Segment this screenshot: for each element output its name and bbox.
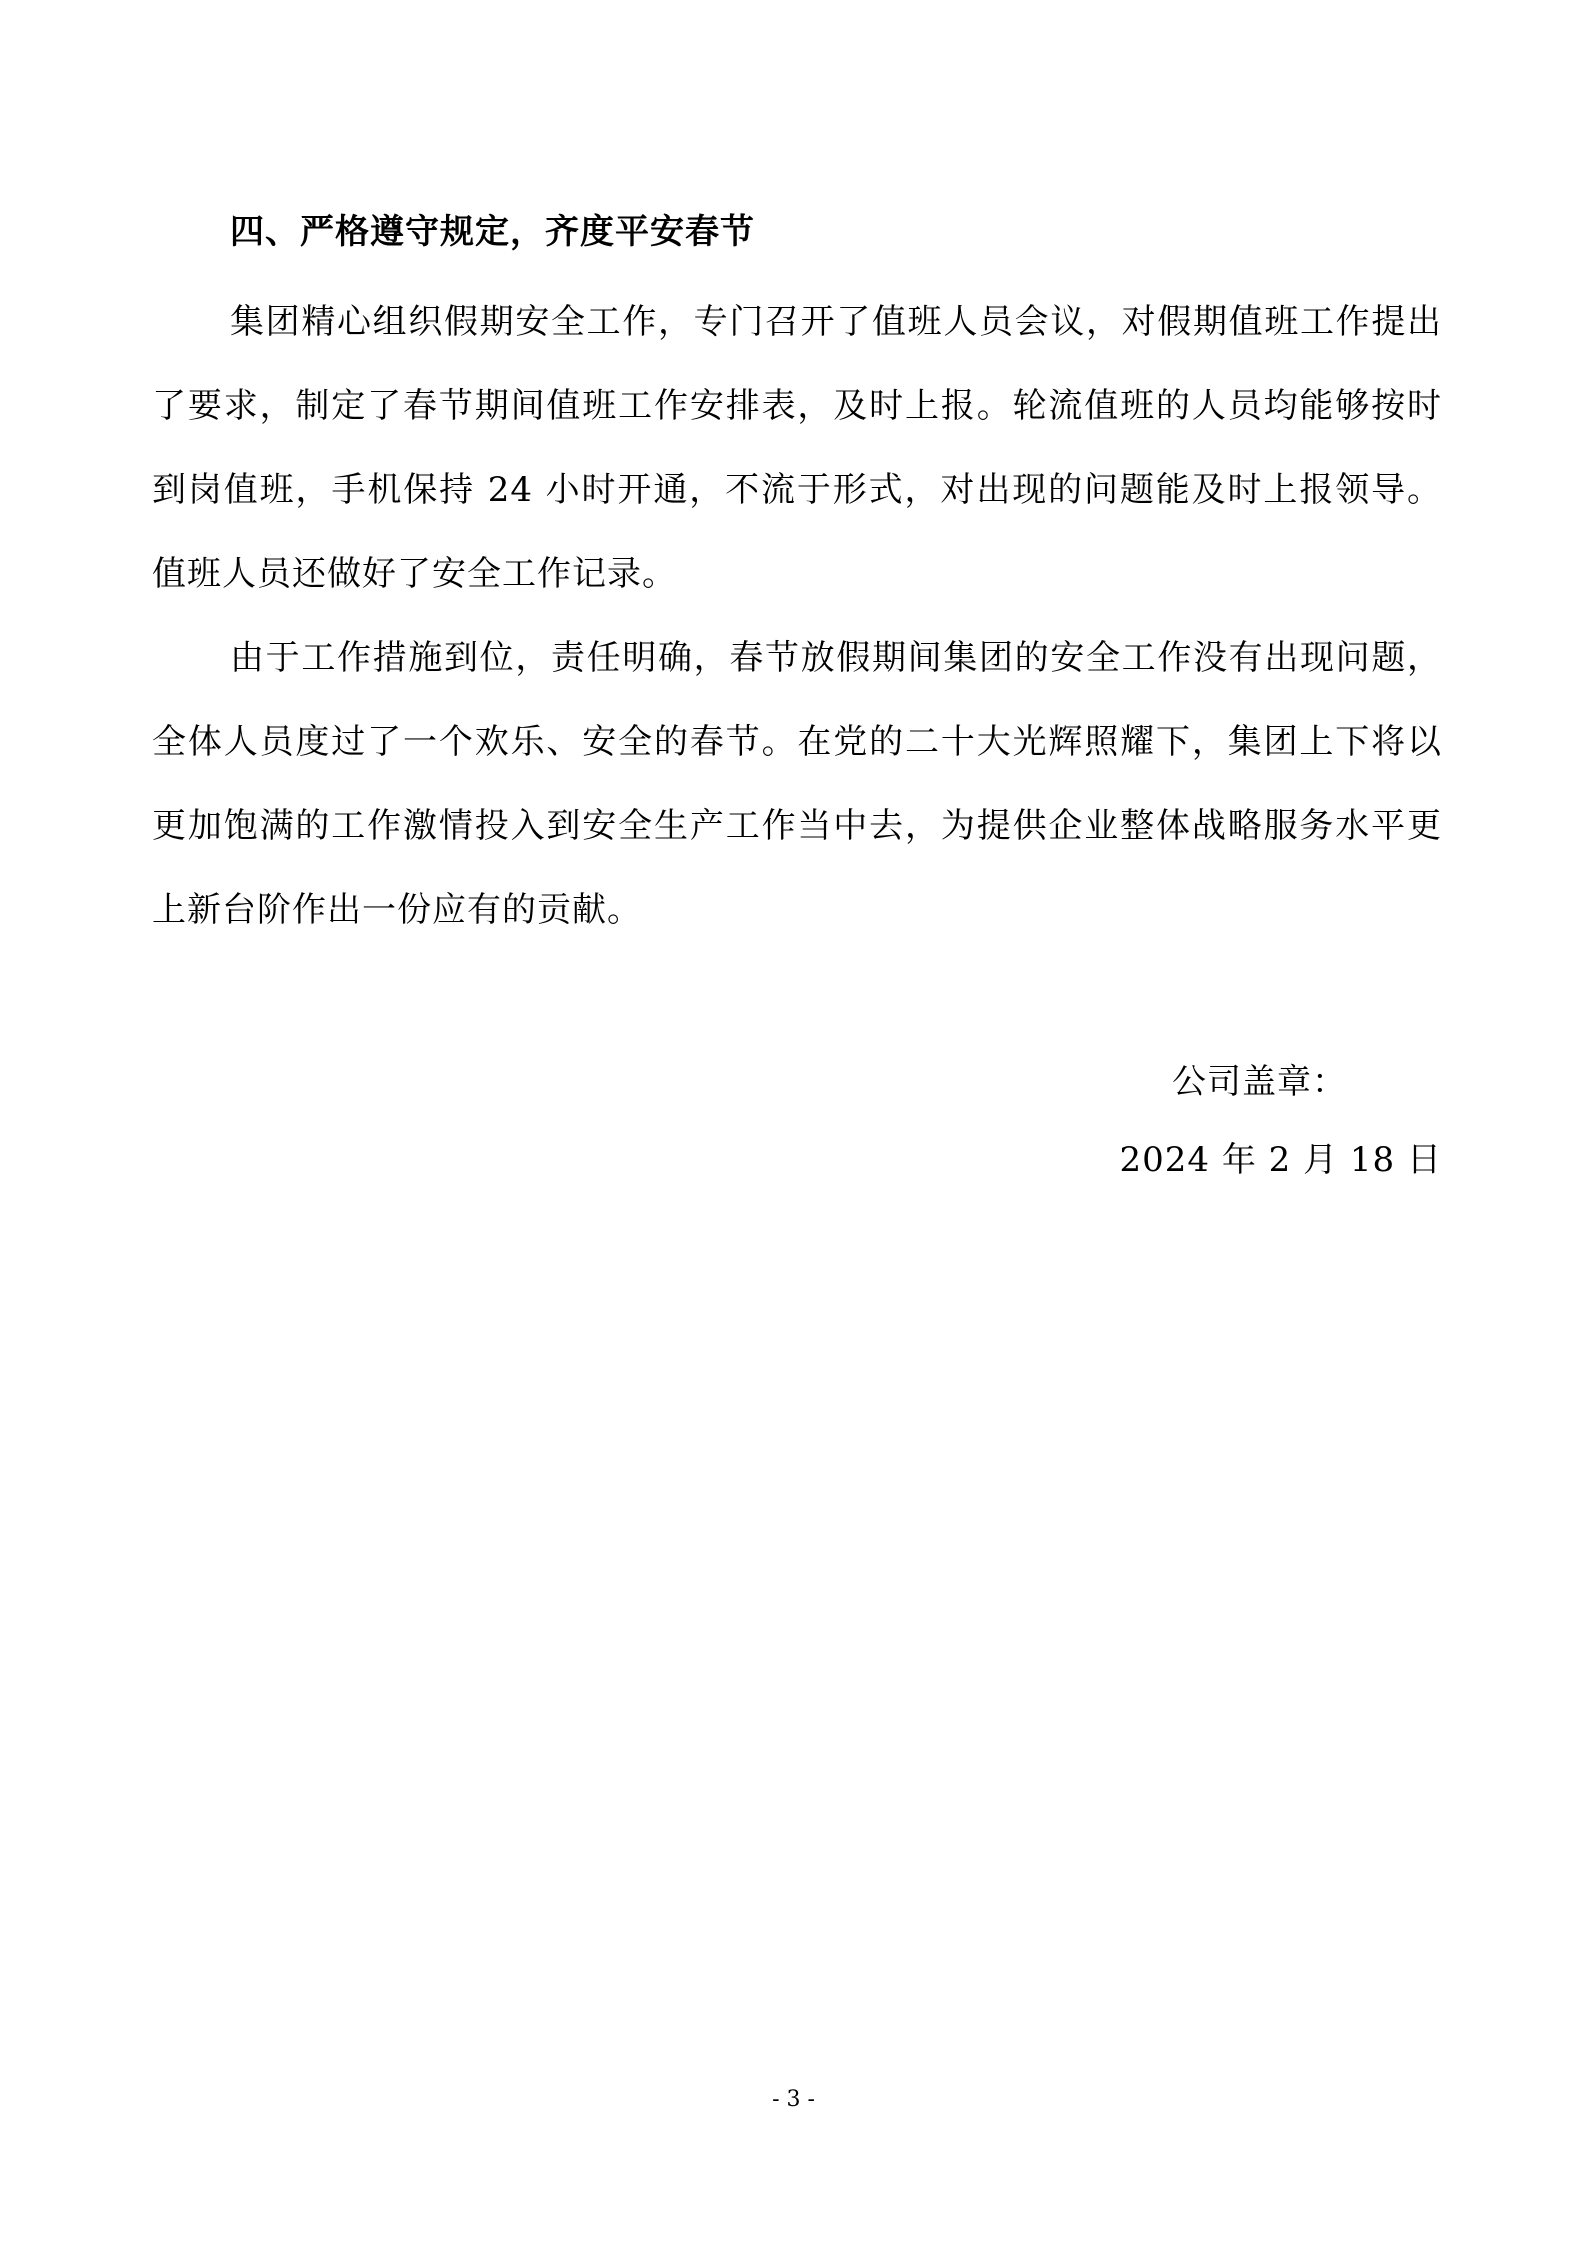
- paragraph-duty-arrangement: 集团精心组织假期安全工作，专门召开了值班人员会议，对假期值班工作提出了要求，制定了春节期间值班工作安排表，及时上报。轮流值班的人员均能够按时到岗值班，手机保持 24 小时开通，不流于形式，对出现的问题能及时上报领导。值班人员还做好了安全工作记录。: [152, 302, 1442, 594]
- section-heading: 四、严格遵守规定，齐度平安春节: [230, 212, 755, 252]
- document-body: [152, 200, 1442, 952]
- signature-block: [1042, 1040, 1442, 1196]
- document-date: 2024 年 2 月 18 日: [1119, 1140, 1442, 1180]
- page-number: - 3 -: [772, 2087, 815, 2112]
- paragraph-conclusion: 由于工作措施到位，责任明确，春节放假期间集团的安全工作没有出现问题，全体人员度过了一个欢乐、安全的春节。在党的二十大光辉照耀下，集团上下将以更加饱满的工作激情投入到安全生产工作当中去，为提供企业整体战略服务水平更上新台阶作出一份应有的贡献。: [152, 638, 1442, 930]
- company-seal-label: 公司盖章：: [1172, 1062, 1347, 1102]
